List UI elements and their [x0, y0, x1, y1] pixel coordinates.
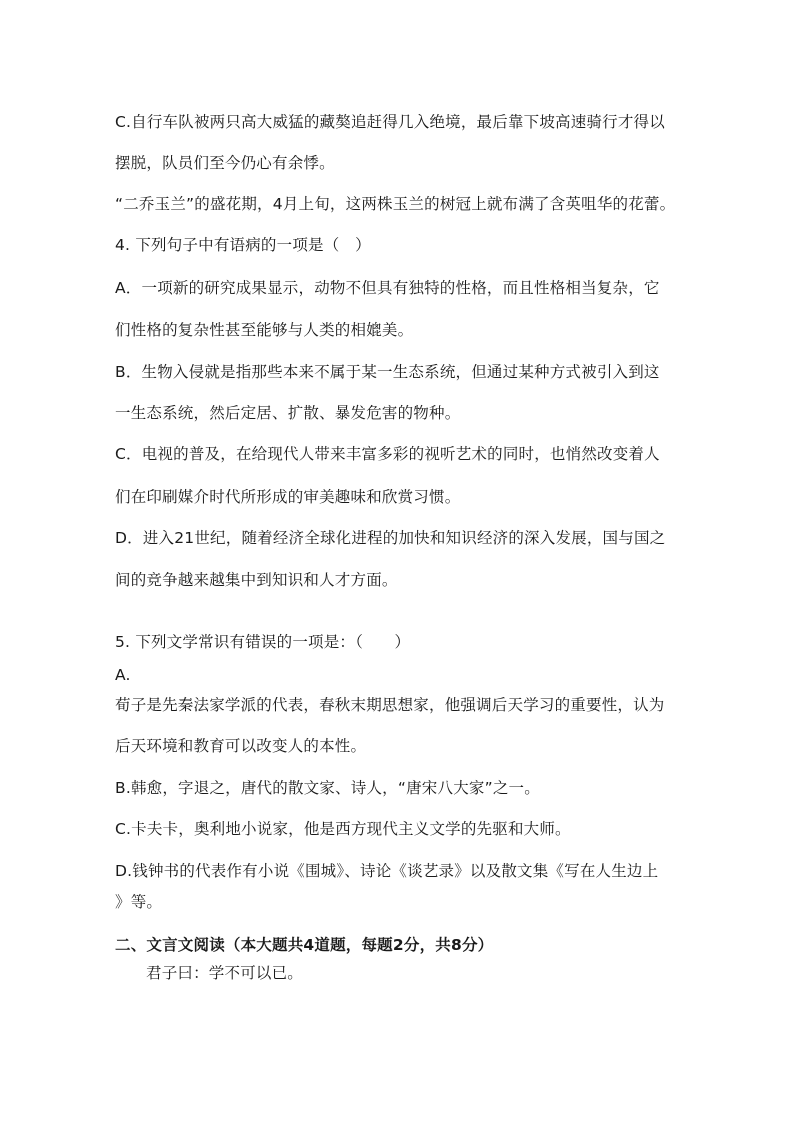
q5-option-c: C.卡夫卡，奥利地小说家，他是西方现代主义文学的先驱和大师。	[115, 820, 571, 838]
q4-option-a-line-1: A．一项新的研究成果显示，动物不但具有独特的性格，而且性格相当复杂，它	[115, 279, 660, 297]
question-4-title: 4. 下列句子中有语病的一项是（ ）	[115, 236, 371, 254]
q5-option-b: B.韩愈，字退之，唐代的散文家、诗人，“唐宋八大家”之一。	[115, 779, 540, 797]
q5-option-d-line-1: D.钱钟书的代表作有小说《围城》、诗论《谈艺录》以及散文集《写在人生边上	[115, 862, 659, 880]
option-d-line: “二乔玉兰”的盛花期，4月上旬，这两株玉兰的树冠上就布满了含英咀华的花蕾。	[115, 195, 676, 213]
q5-option-a-label: A.	[115, 666, 131, 684]
option-c-line-1: C.自行车队被两只高大威猛的藏獒追赶得几入绝境，最后靠下坡高速骑行才得以	[115, 113, 665, 131]
q5-option-a-line-1: 荀子是先秦法家学派的代表，春秋末期思想家，他强调后天学习的重要性，认为	[115, 696, 665, 714]
q4-option-d-line-2: 间的竞争越来越集中到知识和人才方面。	[115, 571, 398, 589]
section-2-heading: 二、文言文阅读（本大题共4道题，每题2分，共8分）	[115, 936, 494, 954]
q4-option-b-line-1: B．生物入侵就是指那些本来不属于某一生态系统，但通过某种方式被引入到这	[115, 363, 660, 381]
q4-option-d-line-1: D．进入21世纪，随着经济全球化进程的加快和知识经济的深入发展，国与国之	[115, 529, 666, 547]
q4-option-c-line-2: 们在印刷媒介时代所形成的审美趣味和欣赏习惯。	[115, 488, 461, 506]
q5-option-d-line-2: 》等。	[115, 893, 163, 911]
q4-option-c-line-1: C．电视的普及，在给现代人带来丰富多彩的视听艺术的同时，也悄然改变着人	[115, 445, 660, 463]
classical-text-first-line: 君子曰：学不可以已。	[146, 964, 304, 982]
q4-option-a-line-2: 们性格的复杂性甚至能够与人类的相媲美。	[115, 321, 414, 339]
q5-option-a-line-2: 后天环境和教育可以改变人的本性。	[115, 737, 367, 755]
q4-option-b-line-2: 一生态系统，然后定居、扩散、暴发危害的物种。	[115, 404, 461, 422]
option-c-line-2: 摆脱，队员们至今仍心有余悸。	[115, 154, 335, 172]
question-5-title: 5. 下列文学常识有错误的一项是：（ ）	[115, 633, 411, 651]
